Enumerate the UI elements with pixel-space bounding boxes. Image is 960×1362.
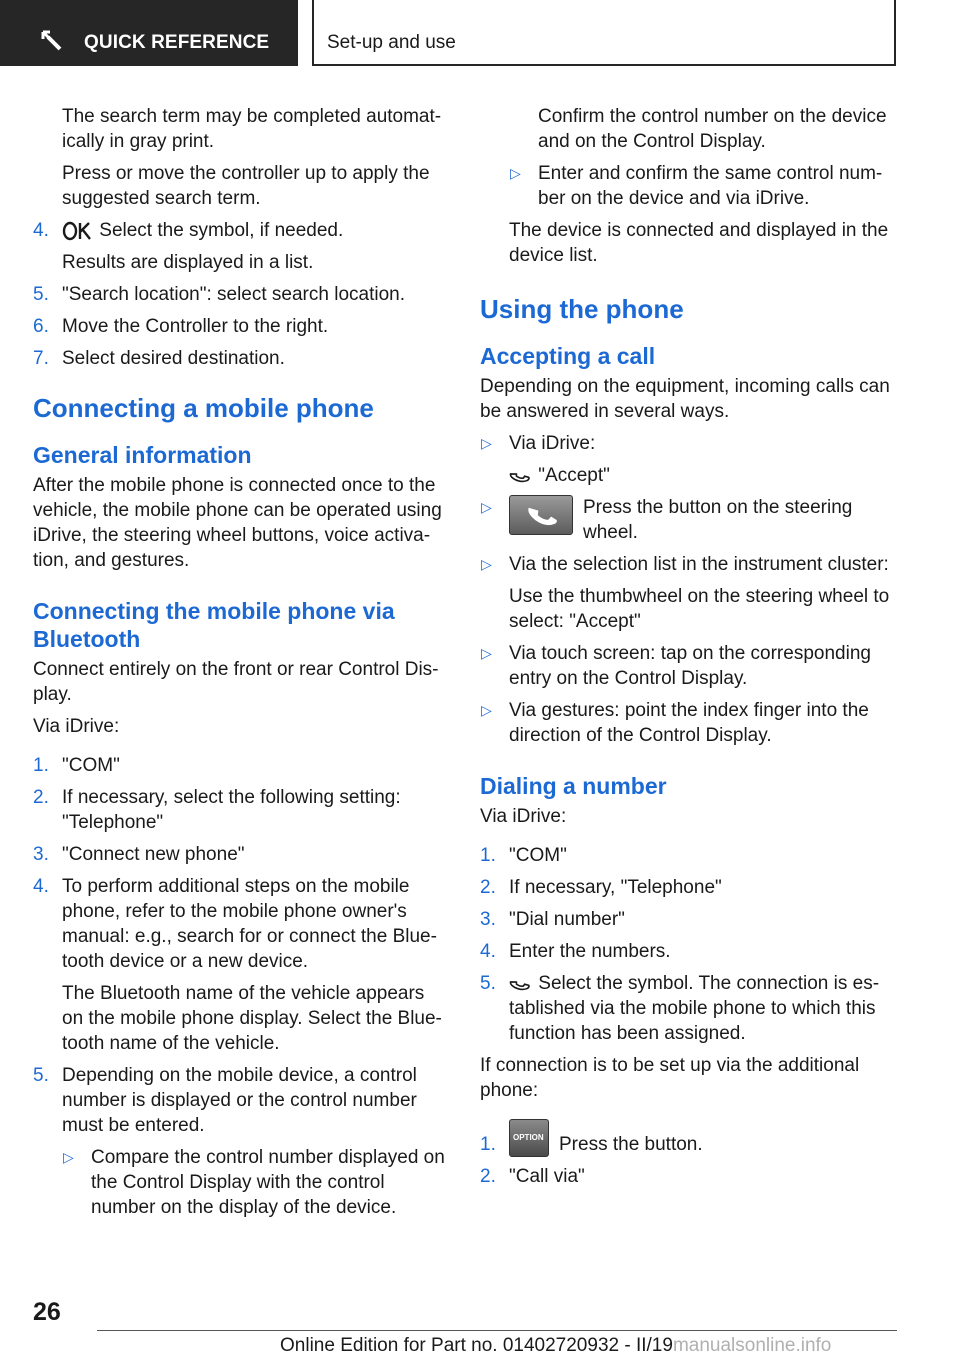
list-item [33, 981, 448, 1056]
heading-dialing-a-number: Dialing a number [480, 773, 667, 799]
bullet-item [480, 552, 900, 577]
list-item [33, 785, 448, 835]
step-number: 3. [480, 909, 496, 930]
list-item [480, 907, 900, 932]
step-text: To perform additional steps on the mobile phone, refer to the mobile phone owner's manual: e.g., search for or connect the Blue‐tooth device or a new device. [62, 876, 437, 972]
left-column [33, 104, 448, 1227]
step-text: Enter the numbers. [509, 941, 671, 962]
bluetooth-paragraph-1: Connect entirely on the front or rear Control Dis‐play. [33, 659, 439, 705]
option-button [509, 1119, 549, 1157]
step-text: Select the symbol, if needed. [94, 220, 344, 241]
step-number: 5. [480, 973, 496, 994]
triangle-bullet-icon: ▷ [510, 165, 521, 181]
triangle-bullet-icon: ▷ [481, 499, 492, 515]
heading-general-information: General information [33, 442, 252, 468]
steering-phone-button [509, 495, 573, 535]
list-item [33, 314, 448, 339]
quick-reference-label: QUICK REFERENCE [84, 32, 270, 53]
bluetooth-paragraph-2: Via iDrive: [33, 716, 120, 737]
step-number: 1. [33, 755, 49, 776]
continued-paragraph-1: Confirm the control number on the device and on the Control Display. [538, 106, 887, 152]
accept-paragraph: Depending on the equipment, incoming calls can be answered in several ways. [480, 376, 890, 422]
step-number: 2. [33, 787, 49, 808]
step-number: 7. [33, 348, 49, 369]
step-number: 4. [480, 941, 496, 962]
dial-via-paragraph: Via iDrive: [480, 806, 567, 827]
list-item [480, 971, 900, 1046]
step-number: 3. [33, 844, 49, 865]
heading-accepting-a-call: Accepting a call [480, 343, 656, 369]
triangle-bullet-icon: ▷ [481, 556, 492, 572]
step-text: Depending on the mobile device, a control number is displayed or the control number must be entered. [62, 1065, 417, 1136]
heading-connecting-mobile-phone: Connecting a mobile phone [33, 393, 374, 423]
bullet-text: Via the selection list in the instrument cluster: [509, 554, 889, 575]
arrow-pointer-icon [40, 29, 64, 53]
step-text: "Connect new phone" [62, 844, 245, 865]
step-text: Press the button. [559, 1134, 703, 1155]
bullet-text: "Accept" [538, 465, 610, 486]
step-number: 1. [480, 1134, 496, 1155]
step-text: "COM" [62, 755, 120, 776]
step-text: If necessary, "Telephone" [509, 877, 722, 898]
section-header [312, 0, 896, 66]
section-label: Set-up and use [327, 32, 456, 53]
intro-paragraph-2: Press or move the controller up to apply the suggested search term. [62, 163, 430, 209]
triangle-bullet-icon: ▷ [63, 1149, 74, 1165]
bullet-text: Compare the control number displayed on the Control Display with the control number on the display of the device. [91, 1147, 445, 1218]
page-number: 26 [33, 1298, 61, 1326]
step-text: "Search location": select search location. [62, 284, 406, 305]
bullet-item [480, 431, 900, 456]
bullet-item-continued [480, 463, 900, 488]
heading-connecting-bluetooth: Connecting the mobile phone via Bluetooth [33, 598, 395, 652]
general-paragraph: After the mobile phone is connected once to the vehicle, the mobile phone can be operated using iDrive, the steering wheel buttons, voice activa‐tion, and gestures. [33, 475, 442, 571]
footer-divider [97, 1330, 897, 1331]
heading-using-the-phone: Using the phone [480, 294, 684, 324]
step-number: 2. [480, 877, 496, 898]
bullet-item [480, 495, 900, 545]
step-number: 5. [33, 284, 49, 305]
phone-icon [509, 466, 533, 486]
step-text: "Dial number" [509, 909, 625, 930]
list-item [480, 1164, 900, 1189]
triangle-bullet-icon: ▷ [481, 702, 492, 718]
step-number: 1. [480, 845, 496, 866]
list-item [33, 282, 448, 307]
step-text: "COM" [509, 845, 567, 866]
sub-bullet-item [62, 1145, 448, 1220]
watermark-text: manualsonline.info [672, 1335, 832, 1356]
bullet-text: Via touch screen: tap on the corresponding entry on the Control Display. [509, 643, 871, 689]
phone-icon [509, 974, 533, 994]
step-text: Select the symbol. The connection is es‐tablished via the mobile phone to which this function has been assigned. [509, 973, 880, 1044]
step-text: The Bluetooth name of the vehicle appears on the mobile phone display. Select the Blue‐tooth name of the vehicle. [62, 983, 442, 1054]
list-item [480, 1119, 900, 1157]
list-item [33, 250, 448, 275]
bullet-text: Via gestures: point the index finger into the direction of the Control Display. [509, 700, 869, 746]
triangle-bullet-icon: ▷ [481, 435, 492, 451]
quick-reference-tab[interactable] [0, 0, 298, 66]
list-item [33, 874, 448, 974]
list-item [33, 753, 448, 778]
sub-bullet-item [509, 161, 900, 211]
step-number: 4. [33, 220, 49, 241]
bullet-item [480, 698, 900, 748]
step-text: Results are displayed in a list. [62, 252, 314, 273]
ok-icon [62, 221, 94, 241]
option-button-label: OPTION [513, 1133, 544, 1142]
step-text: Select desired destination. [62, 348, 285, 369]
step-number: 4. [33, 876, 49, 897]
footer-edition [280, 1333, 831, 1358]
bullet-item [480, 641, 900, 691]
handset-icon [510, 496, 572, 534]
bullet-item-continued [480, 584, 900, 634]
edition-text: Online Edition for Part no. 01402720932 - II/19 [280, 1335, 673, 1356]
list-item [480, 875, 900, 900]
page-header [0, 0, 960, 66]
continued-paragraph-2: The device is connected and displayed in the device list. [509, 220, 889, 266]
step-text: "Call via" [509, 1166, 585, 1187]
list-item [33, 842, 448, 867]
bullet-text: Via iDrive: [509, 433, 596, 454]
bullet-text: Use the thumbwheel on the steering wheel to select: "Accept" [509, 586, 890, 632]
step-text: If necessary, select the following setting: "Telephone" [62, 787, 401, 833]
list-item [33, 1063, 448, 1138]
list-item [33, 218, 448, 243]
list-item [480, 939, 900, 964]
right-column [480, 104, 900, 1196]
additional-phone-paragraph: If connection is to be set up via the additional phone: [480, 1055, 860, 1101]
intro-paragraph-1: The search term may be completed automat‐ically in gray print. [62, 106, 442, 152]
step-text: Move the Controller to the right. [62, 316, 329, 337]
step-number: 6. [33, 316, 49, 337]
list-item [480, 843, 900, 868]
bullet-text: Press the button on the steering wheel. [583, 497, 853, 543]
step-number: 2. [480, 1166, 496, 1187]
list-item [33, 346, 448, 371]
step-number: 5. [33, 1065, 49, 1086]
bullet-text: Enter and confirm the same control num‐ber on the device and via iDrive. [538, 163, 883, 209]
triangle-bullet-icon: ▷ [481, 645, 492, 661]
